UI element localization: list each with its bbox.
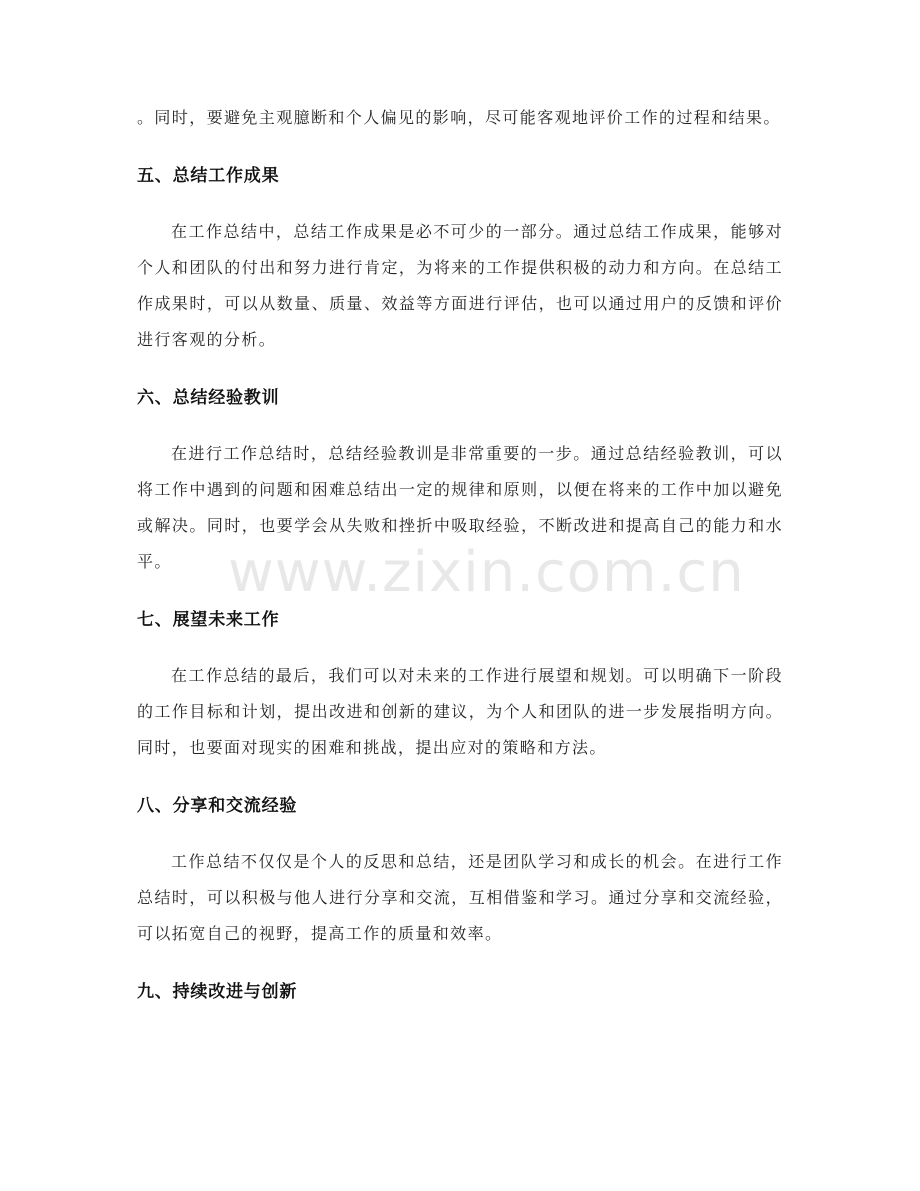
section-paragraph-5: 在工作总结中，总结工作成果是必不可少的一部分。通过总结工作成果，能够对个人和团队的付出和努力进行肯定，为将来的工作提供积极的动力和方向。在总结工作成果时，可以从数量、质量、效益等方面进行评估，也可以通过用户的反馈和评价进行客观的分析。 bbox=[137, 222, 783, 349]
watermark: www.zixin.com.cn bbox=[228, 540, 745, 605]
intro-paragraph: 。同时，要避免主观臆断和个人偏见的影响，尽可能客观地评价工作的过程和结果。 bbox=[137, 108, 781, 127]
document-body bbox=[137, 100, 783, 1010]
section-heading-5: 五、总结工作成果 bbox=[137, 166, 280, 186]
section-heading-9: 九、持续改进与创新 bbox=[137, 982, 298, 1002]
section-paragraph-6: 在进行工作总结时，总结经验教训是非常重要的一步。通过总结经验教训，可以将工作中遇到的问题和困难总结出一定的规律和原则，以便在将来的工作中加以避免或解决。同时，也要学会从失败和挫折中吸取经验，不断改进和提高自己的能力和水平。 bbox=[137, 444, 783, 571]
section-heading-8: 八、分享和交流经验 bbox=[137, 796, 298, 816]
section-heading-6: 六、总结经验教训 bbox=[137, 388, 280, 408]
section-heading-7: 七、展望未来工作 bbox=[137, 610, 280, 630]
section-paragraph-8: 工作总结不仅仅是个人的反思和总结，还是团队学习和成长的机会。在进行工作总结时，可以积极与他人进行分享和交流，互相借鉴和学习。通过分享和交流经验，可以拓宽自己的视野，提高工作的质量和效率。 bbox=[137, 852, 783, 943]
section-paragraph-7: 在工作总结的最后，我们可以对未来的工作进行展望和规划。可以明确下一阶段的工作目标和计划，提出改进和创新的建议，为个人和团队的进一步发展指明方向。同时，也要面对现实的困难和挑战，提出应对的策略和方法。 bbox=[137, 666, 783, 757]
